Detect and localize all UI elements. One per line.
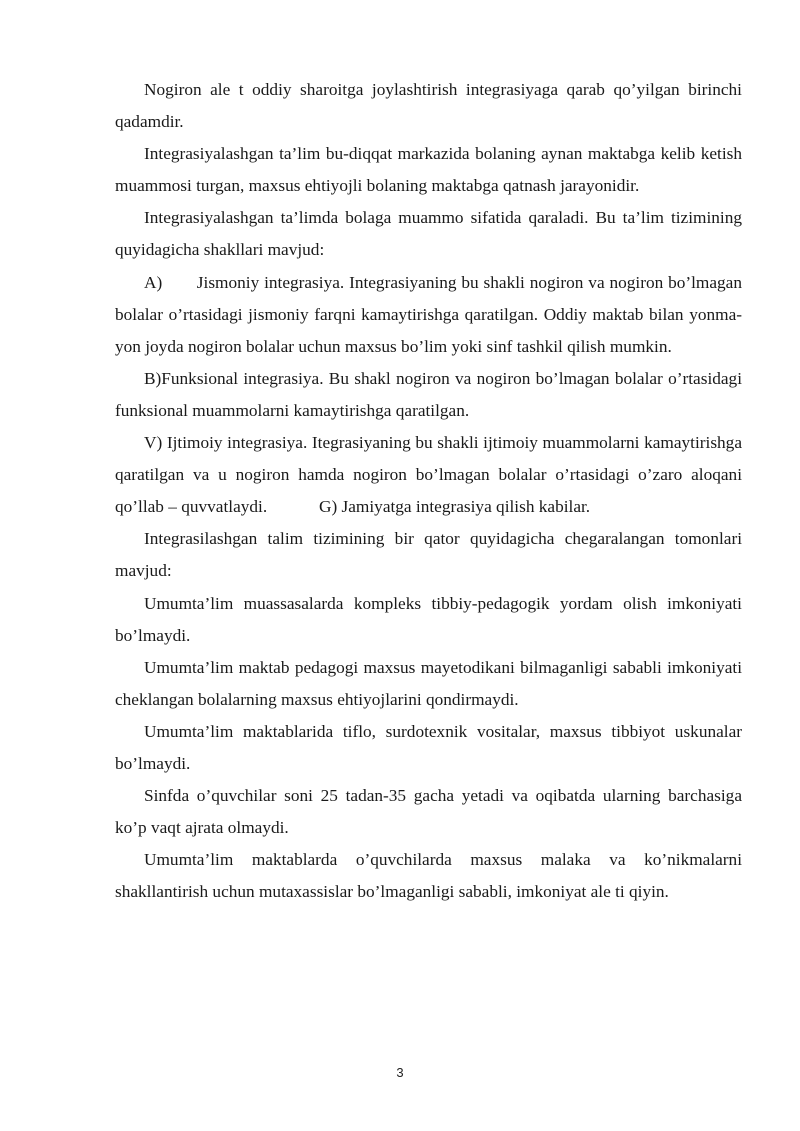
paragraph-6: V) Ijtimoiy integrasiya. Itegrasiyaning bu shakli ijtimoiy muammolarni kamaytirishga qaratilgan va u nogiron hamda nogiron bo’lmagan bolalar o’rtasidagi o’zaro aloqani qo’llab – quvvatlaydi. G) Jamiyatga integrasiya qilish kabilar. (115, 433, 742, 517)
paragraph-12: Umumta’lim maktablarda o’quvchilarda maxsus malaka va ko’nikmalarni shakllantirish uchun mutaxassislar bo’lmaganligi sababli, imkoniyat ale ti qiyin. (115, 850, 742, 902)
paragraph-3: Integrasiyalashgan ta’limda bolaga muammo sifatida qaraladi. Bu ta’lim tizimining quyidagicha shakllari mavjud: (115, 208, 742, 260)
paragraph-1: Nogiron ale t oddiy sharoitga joylashtirish integrasiyaga qarab qo’yilgan birinchi qadamdir. (115, 80, 742, 132)
paragraph-4: A) Jismoniy integrasiya. Integrasiyaning bu shakli nogiron va nogiron bo’lmagan bolalar o’rtasidagi jismoniy farqni kamaytirishga qaratilgan. Oddiy maktab bilan yonma-yon joyda nogiron bolalar uchun maxsus bo’lim yoki sinf tashkil qilish mumkin. (115, 272, 742, 356)
page-number: 3 (396, 1065, 404, 1080)
body-text (115, 74, 742, 908)
paragraph-11: Sinfda o’quvchilar soni 25 tadan-35 gacha yetadi va oqibatda ularning barchasiga ko’p vaqt ajrata olmaydi. (115, 786, 742, 838)
paragraph-10: Umumta’lim maktablarida tiflo, surdotexnik vositalar, maxsus tibbiyot uskunalar bo’lmaydi. (115, 721, 742, 773)
paragraph-9: Umumta’lim maktab pedagogi maxsus mayetodikani bilmaganligi sababli imkoniyati cheklangan bolalarning maxsus ehtiyojlarini qondirmaydi. (115, 657, 742, 709)
paragraph-2: Integrasiyalashgan ta’lim bu-diqqat markazida bolaning aynan maktabga kelib ketish muammosi turgan, maxsus ehtiyojli bolaning maktabga qatnash jarayonidir. (115, 144, 742, 196)
paragraph-7: Integrasilashgan talim tizimining bir qator quyidagicha chegaralangan tomonlari mavjud: (115, 529, 742, 581)
paragraph-5: B)Funksional integrasiya. Bu shakl nogiron va nogiron bo’lmagan bolalar o’rtasidagi funksional muammolarni kamaytirishga qaratilgan. (115, 368, 742, 420)
paragraph-8: Umumta’lim muassasalarda kompleks tibbiy-pedagogik yordam olish imkoniyati bo’lmaydi. (115, 593, 742, 645)
